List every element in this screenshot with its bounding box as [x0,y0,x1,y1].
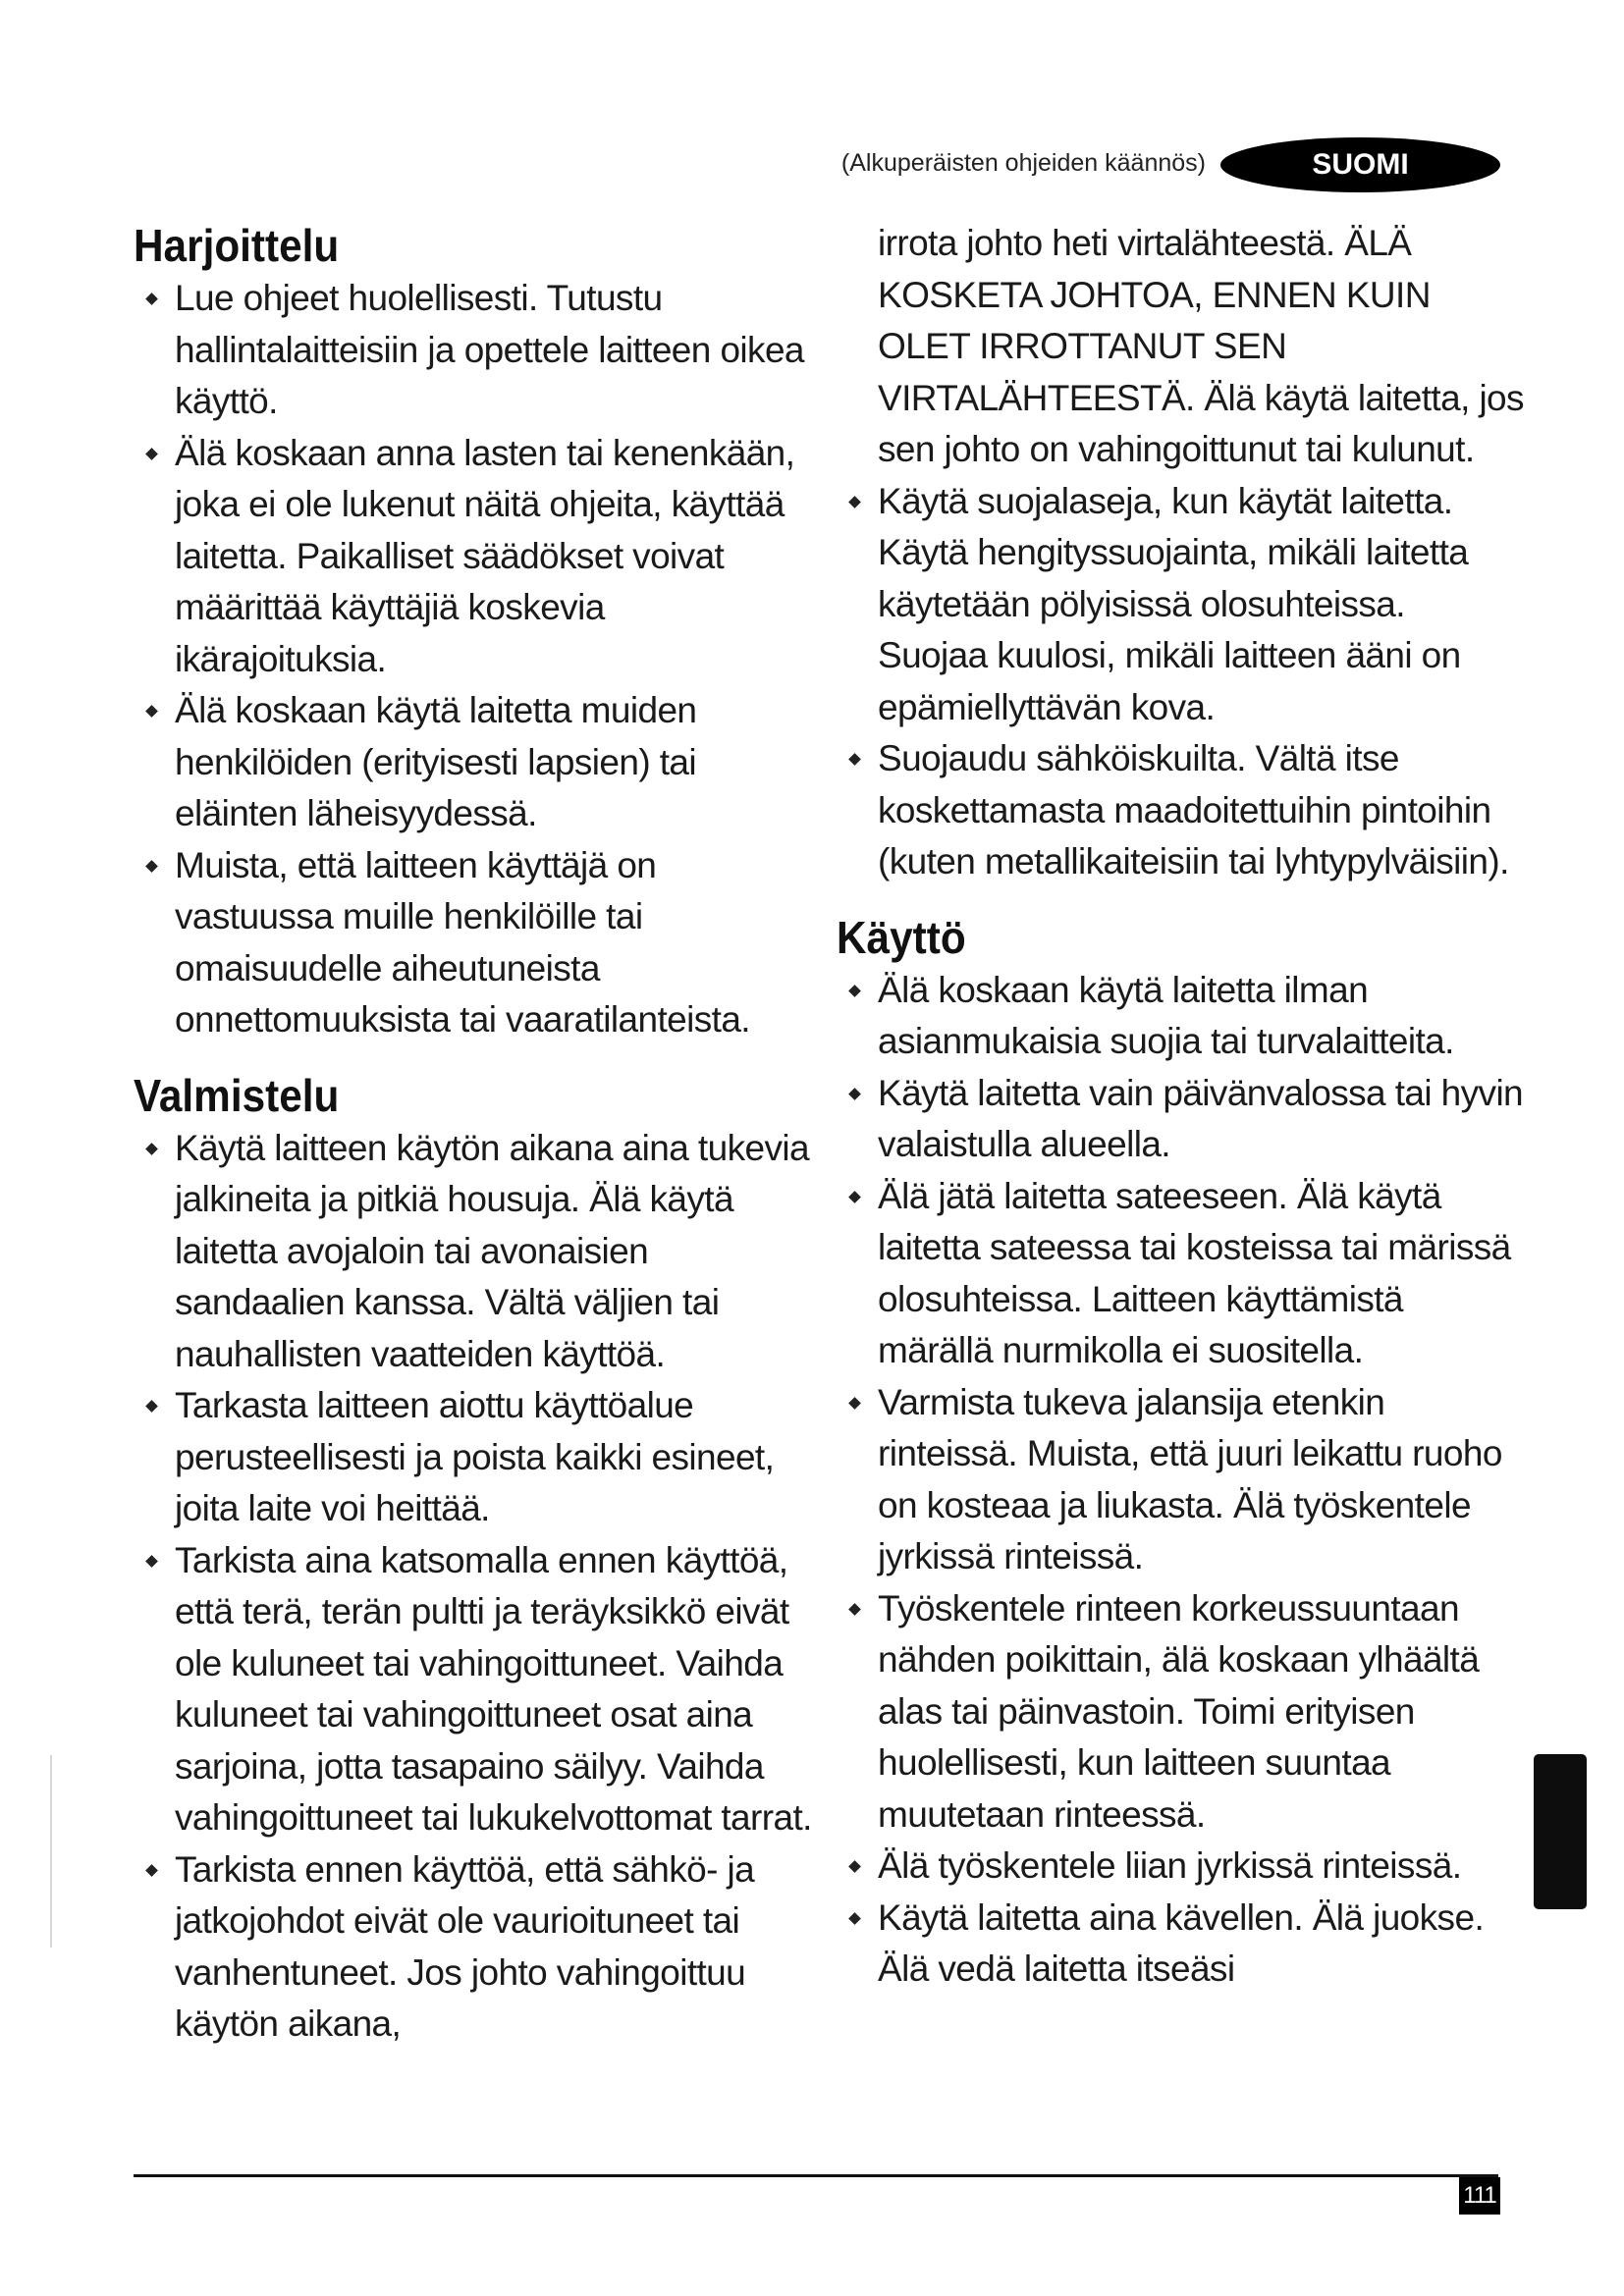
section-title: Valmistelu [134,1069,340,1121]
diamond-bullet-icon [848,985,861,997]
continued-paragraph: irrota johto heti virtalähteestä. ÄLÄ KOSKETA JOHTOA, ENNEN KUIN OLET IRROTTANUT SEN VIRTALÄHTEESTÄ. Älä käytä laitetta, jos sen johto on vahingoittunut tai kulunut. [878,223,1524,469]
list-item: Käytä laitteen käytön aikana aina tukevia jalkineita ja pitkiä housuja. Älä käytä laitetta avojaloin tai avonaisien sandaalien kanssa. Vältä väljien tai nauhallisten vaatteiden käyttöä. [134,1123,821,1381]
language-badge: SUOMI [1220,137,1500,192]
diamond-bullet-icon [848,1603,861,1616]
bullet-list [134,273,821,1046]
footer-rule [134,2174,1498,2177]
list-item: Varmista tukeva jalansija etenkin rinteissä. Muista, että juuri leikattu ruoho on kosteaa ja liukasta. Älä työskentele jyrkissä rinteissä. [837,1377,1524,1583]
diamond-bullet-icon [145,1864,158,1877]
diamond-bullet-icon [848,1088,861,1100]
list-item: Muista, että laitteen käyttäjä on vastuussa muille henkilöille tai omaisuudelle aiheutuneista onnettomuuksista tai vaaratilanteista. [134,840,821,1046]
bullet-list [134,1123,821,2051]
list-item: Älä koskaan käytä laitetta ilman asianmukaisia suojia tai turvalaitteita. [837,965,1524,1068]
diamond-bullet-icon [848,1912,861,1925]
diamond-bullet-icon [145,293,158,305]
list-item: Käytä suojalaseja, kun käytät laitetta. Käytä hengityssuojainta, mikäli laitetta käytetään pölyisissä olosuhteissa. Suojaa kuulosi, mikäli laitteen ääni on epämiellyttävän kova. [837,476,1524,734]
list-item: Lue ohjeet huolellisesti. Tutustu hallintalaitteisiin ja opettele laitteen oikea käyttö. [134,273,821,428]
diamond-bullet-icon [145,1143,158,1155]
section-title: Käyttö [837,911,966,963]
section-harjoittelu [134,218,821,1046]
list-item: Tarkista ennen käyttöä, että sähkö- ja jatkojohdot eivät ole vaurioituneet tai vanhentuneet. Jos johto vahingoittuu käytön aikana, [134,1844,821,2051]
margin-line [50,1755,52,1948]
list-item: Suojaudu sähköiskuilta. Vältä itse koskettamasta maadoitettuihin pintoihin (kuten metallikaiteisiin tai lyhtypylväisiin). [837,733,1524,888]
list-item: Älä työskentele liian jyrkissä rinteissä. [837,1841,1524,1893]
diamond-bullet-icon [145,860,158,873]
list-item: Käytä laitetta vain päivänvalossa tai hyvin valaistulla alueella. [837,1068,1524,1171]
diamond-bullet-icon [145,448,158,460]
list-item: Älä jätä laitetta sateeseen. Älä käytä laitetta sateessa tai kosteissa tai märissä olosuhteissa. Laitteen käyttämistä märällä nurmikolla ei suositella. [837,1171,1524,1377]
bullet-list [837,476,1524,888]
section-kaytto [837,910,1524,1996]
translation-note: (Alkuperäisten ohjeiden käännös) [840,149,1206,177]
list-item: Älä koskaan käytä laitetta muiden henkilöiden (erityisesti lapsien) tai eläinten läheisyydessä. [134,685,821,840]
list-item: Käytä laitetta aina kävellen. Älä juokse. Älä vedä laitetta itseäsi [837,1893,1524,1996]
list-item: Älä koskaan anna lasten tai kenenkään, joka ei ole lukenut näitä ohjeita, käyttää laitetta. Paikalliset säädökset voivat määrittää käyttäjiä koskevia ikärajoituksia. [134,428,821,686]
section-title: Harjoittelu [134,220,340,271]
diamond-bullet-icon [848,753,861,766]
left-column [134,218,821,2051]
page-number: 111 [1459,2177,1500,2215]
diamond-bullet-icon [848,1191,861,1203]
list-item: Työskentele rinteen korkeussuuntaan nähden poikittain, älä koskaan ylhäältä alas tai päinvastoin. Toimi erityisen huolellisesti, kun laitteen suuntaa muutetaan rinteessä. [837,1583,1524,1842]
section-valmistelu [134,1068,821,2051]
list-item: Tarkista aina katsomalla ennen käyttöä, että terä, terän pultti ja teräyksikkö eivät ole kuluneet tai vahingoittuneet. Vaihda kuluneet tai vahingoittuneet osat aina sarjoina, jotta tasapaino säilyy. Vaihda vahingoittuneet tai lukukelvottomat tarrat. [134,1535,821,1844]
diamond-bullet-icon [848,1860,861,1873]
diamond-bullet-icon [145,1555,158,1568]
list-item: Tarkasta laitteen aiottu käyttöalue perusteellisesti ja poista kaikki esineet, joita laite voi heittää. [134,1380,821,1535]
diamond-bullet-icon [848,496,861,508]
bullet-list [837,965,1524,1996]
diamond-bullet-icon [145,705,158,718]
right-column [837,218,1524,1996]
diamond-bullet-icon [145,1400,158,1413]
section-tab-marker [1534,1754,1587,1909]
diamond-bullet-icon [848,1397,861,1410]
